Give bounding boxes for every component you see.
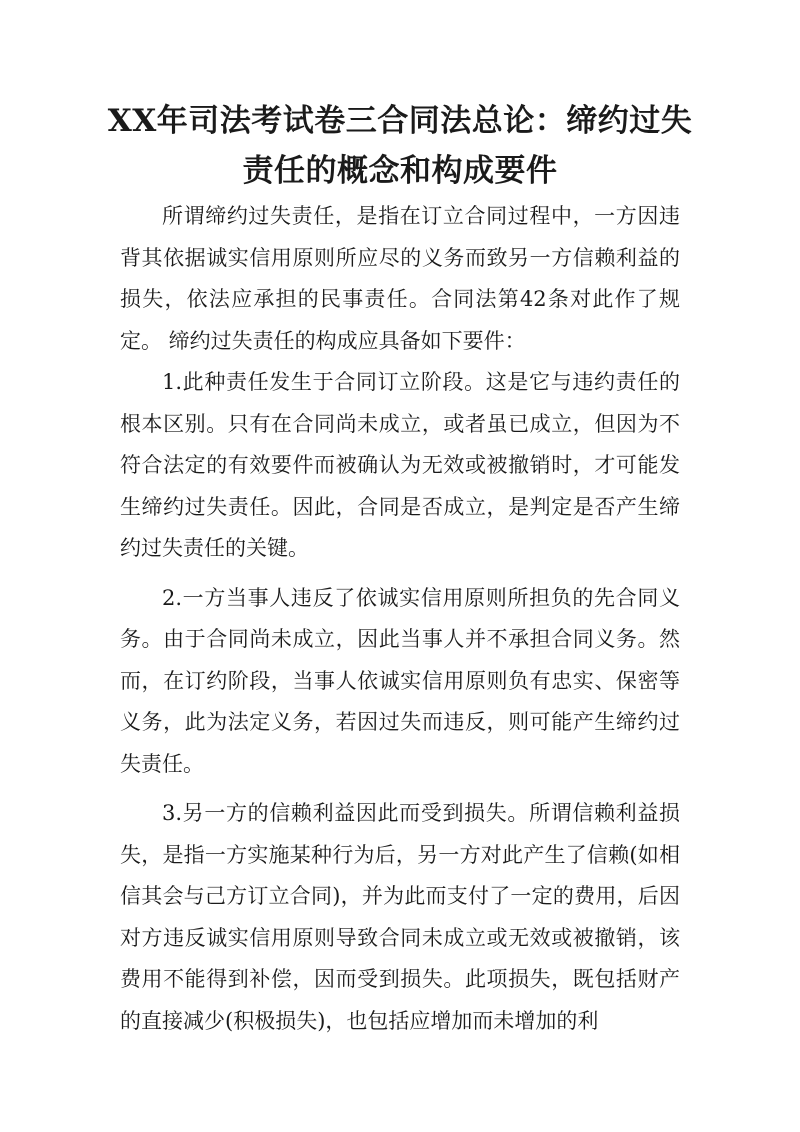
document-title: XX年司法考试卷三合同法总论：缔约过失责任的概念和构成要件 xyxy=(107,103,693,189)
paragraph-element-2: 2.一方当事人违反了依诚实信用原则所担负的先合同义务。由于合同尚未成立，因此当事人并不承担合同义务。然而，在订约阶段，当事人依诚实信用原则负有忠实、保密等义务，此为法定义务，若因过失而违反，则可能产生缔约过失责任。 xyxy=(120,585,680,776)
paragraph-definition: 所谓缔约过失责任，是指在订立合同过程中，一方因违背其依据诚实信用原则所应尽的义务而致另一方信赖利益的损失，依法应承担的民事责任。合同法第42条对此作了规定。 缔约过失责任的构成应具备如下要件： xyxy=(120,204,680,353)
paragraph-element-1: 1.此种责任发生于合同订立阶段。这是它与违约责任的根本区别。只有在合同尚未成立，或者虽已成立，但因为不符合法定的有效要件而被确认为无效或被撤销时，才可能发生缔约过失责任。因此，合同是否成立，是判定是否产生缔约过失责任的关键。 xyxy=(120,370,680,560)
document-body xyxy=(120,196,680,1050)
paragraph-element-3: 3.另一方的信赖利益因此而受到损失。所谓信赖利益损失，是指一方实施某种行为后，另一方对此产生了信赖(如相信其会与己方订立合同)，并为此而支付了一定的费用，后因对方违反诚实信用原则导致合同未成立或无效或被撤销，该费用不能得到补偿，因而受到损失。此项损失，既包括财产的直接减少(积极损失)，也包括应增加而未增加的利 xyxy=(120,801,680,1033)
